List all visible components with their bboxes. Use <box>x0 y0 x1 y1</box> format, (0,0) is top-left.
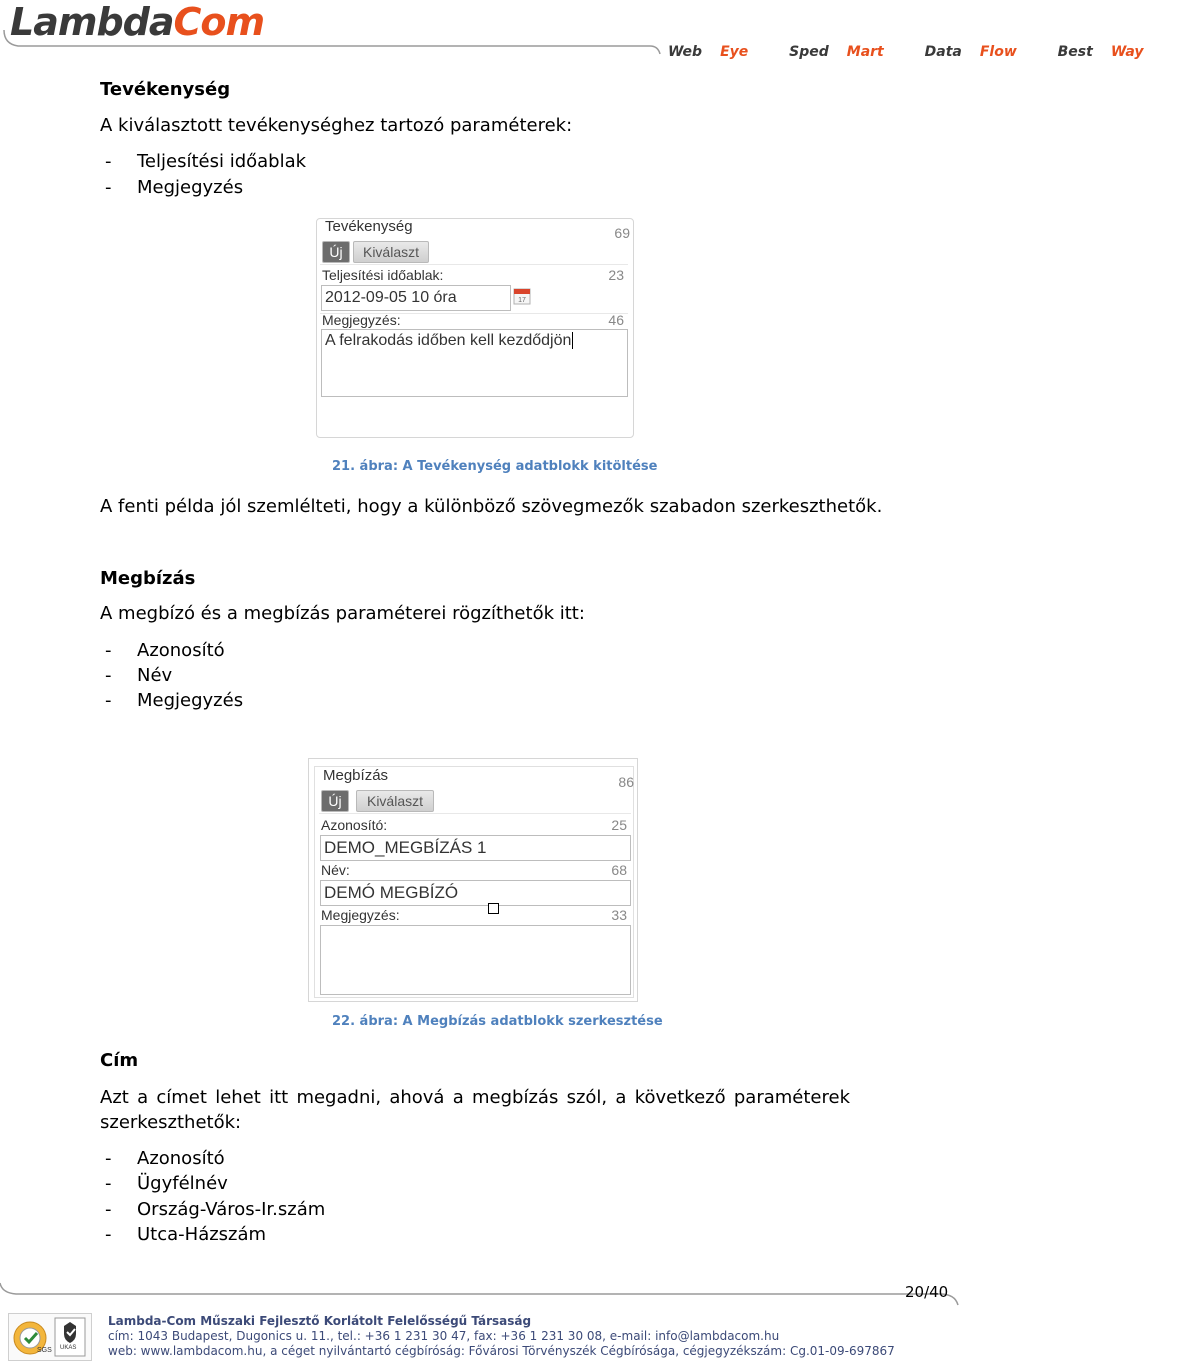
field-label: Teljesítési időablak: <box>322 267 444 283</box>
char-count: 86 <box>618 774 634 790</box>
field-label: Név: <box>321 862 350 878</box>
list-item: - Ország-Város-Ir.szám <box>105 1199 326 1220</box>
section-heading-tevekenyseg: Tevékenység <box>100 79 231 100</box>
brand-list <box>668 44 1179 60</box>
brand-dataflow: Data Flow <box>924 44 1017 60</box>
list-item: - Megjegyzés <box>105 177 244 198</box>
new-button[interactable]: Új <box>322 241 350 263</box>
resize-handle[interactable] <box>488 903 499 914</box>
list-item: - Megjegyzés <box>105 690 244 711</box>
char-count: 33 <box>611 907 627 923</box>
select-button[interactable]: Kiválaszt <box>353 241 429 263</box>
char-count: 25 <box>611 817 627 833</box>
figure-caption: 22. ábra: A Megbízás adatblokk szerkesztése <box>332 1014 663 1029</box>
panel-title: Megbízás <box>323 767 389 784</box>
divider <box>320 264 628 265</box>
panel-title: Tevékenység <box>325 218 413 235</box>
field-label: Megjegyzés: <box>321 907 400 923</box>
svg-text:17: 17 <box>518 297 526 304</box>
sgs-badge-text: SGS <box>37 1347 52 1354</box>
paragraph: szerkeszthetők: <box>100 1112 242 1133</box>
char-count: 46 <box>608 312 624 328</box>
section-heading-cim: Cím <box>100 1050 139 1071</box>
list-item: - Teljesítési időablak <box>105 151 307 172</box>
field-label: Azonosító: <box>321 817 388 833</box>
divider <box>319 813 631 814</box>
section-intro: A kiválasztott tevékenységhez tartozó paraméterek: <box>100 115 573 136</box>
section-intro: A megbízó és a megbízás paraméterei rögzíthetők itt: <box>100 603 585 624</box>
new-button[interactable]: Új <box>321 790 349 812</box>
ukas-badge-text: UKAS <box>60 1345 77 1351</box>
figure-caption: 21. ábra: A Tevékenység adatblokk kitöltése <box>332 459 658 474</box>
field-label: Megjegyzés: <box>322 312 401 328</box>
header-rule <box>0 30 660 48</box>
list-item: - Ügyfélnév <box>105 1173 228 1194</box>
id-input[interactable]: DEMO_MEGBÍZÁS 1 <box>320 835 631 861</box>
time-window-input[interactable]: 2012-09-05 10 óra <box>321 285 511 311</box>
footer-company: Lambda-Com Műszaki Fejlesztő Korlátolt Felelősségű Társaság <box>108 1314 532 1328</box>
note-textarea[interactable] <box>320 925 631 995</box>
brand-spedmart: Sped Mart <box>789 44 884 60</box>
paragraph: Azt a címet lehet itt megadni, ahová a megbízás szól, a következő paraméterek <box>100 1087 850 1108</box>
char-count: 68 <box>611 862 627 878</box>
paragraph: A fenti példa jól szemlélteti, hogy a különböző szövegmezők szabadon szerkeszthetők. <box>100 496 883 517</box>
list-item: - Azonosító <box>105 640 225 661</box>
note-textarea[interactable]: A felrakodás időben kell kezdődjön <box>321 329 628 397</box>
brand-bestway: Best Way <box>1057 44 1144 60</box>
page-number: 20/40 <box>905 1283 949 1301</box>
name-input[interactable]: DEMÓ MEGBÍZÓ <box>320 880 631 906</box>
select-button[interactable]: Kiválaszt <box>356 790 434 812</box>
list-item: - Név <box>105 665 173 686</box>
char-count: 69 <box>614 225 630 241</box>
section-heading-megbizas: Megbízás <box>100 568 196 589</box>
footer-web: web: www.lambdacom.hu, a céget nyilvántartó cégbíróság: Fővárosi Törvényszék Cégbírósága, cégjegyzékszám: Cg.01-09-697867 <box>108 1344 895 1358</box>
footer-rule <box>0 1283 960 1303</box>
calendar-icon[interactable] <box>513 287 531 305</box>
list-item: - Utca-Házszám <box>105 1224 267 1245</box>
lambdacom-logo: LambdaCom <box>10 0 265 44</box>
certification-badges <box>8 1313 92 1361</box>
footer-address: cím: 1043 Budapest, Dugonics u. 11., tel.: +36 1 231 30 47, fax: +36 1 231 30 08, e-mail: info@lambdacom.hu <box>108 1329 780 1343</box>
char-count: 23 <box>608 267 624 283</box>
list-item: - Azonosító <box>105 1148 225 1169</box>
text-cursor <box>572 332 573 349</box>
brand-webeye: Web Eye <box>668 44 749 60</box>
